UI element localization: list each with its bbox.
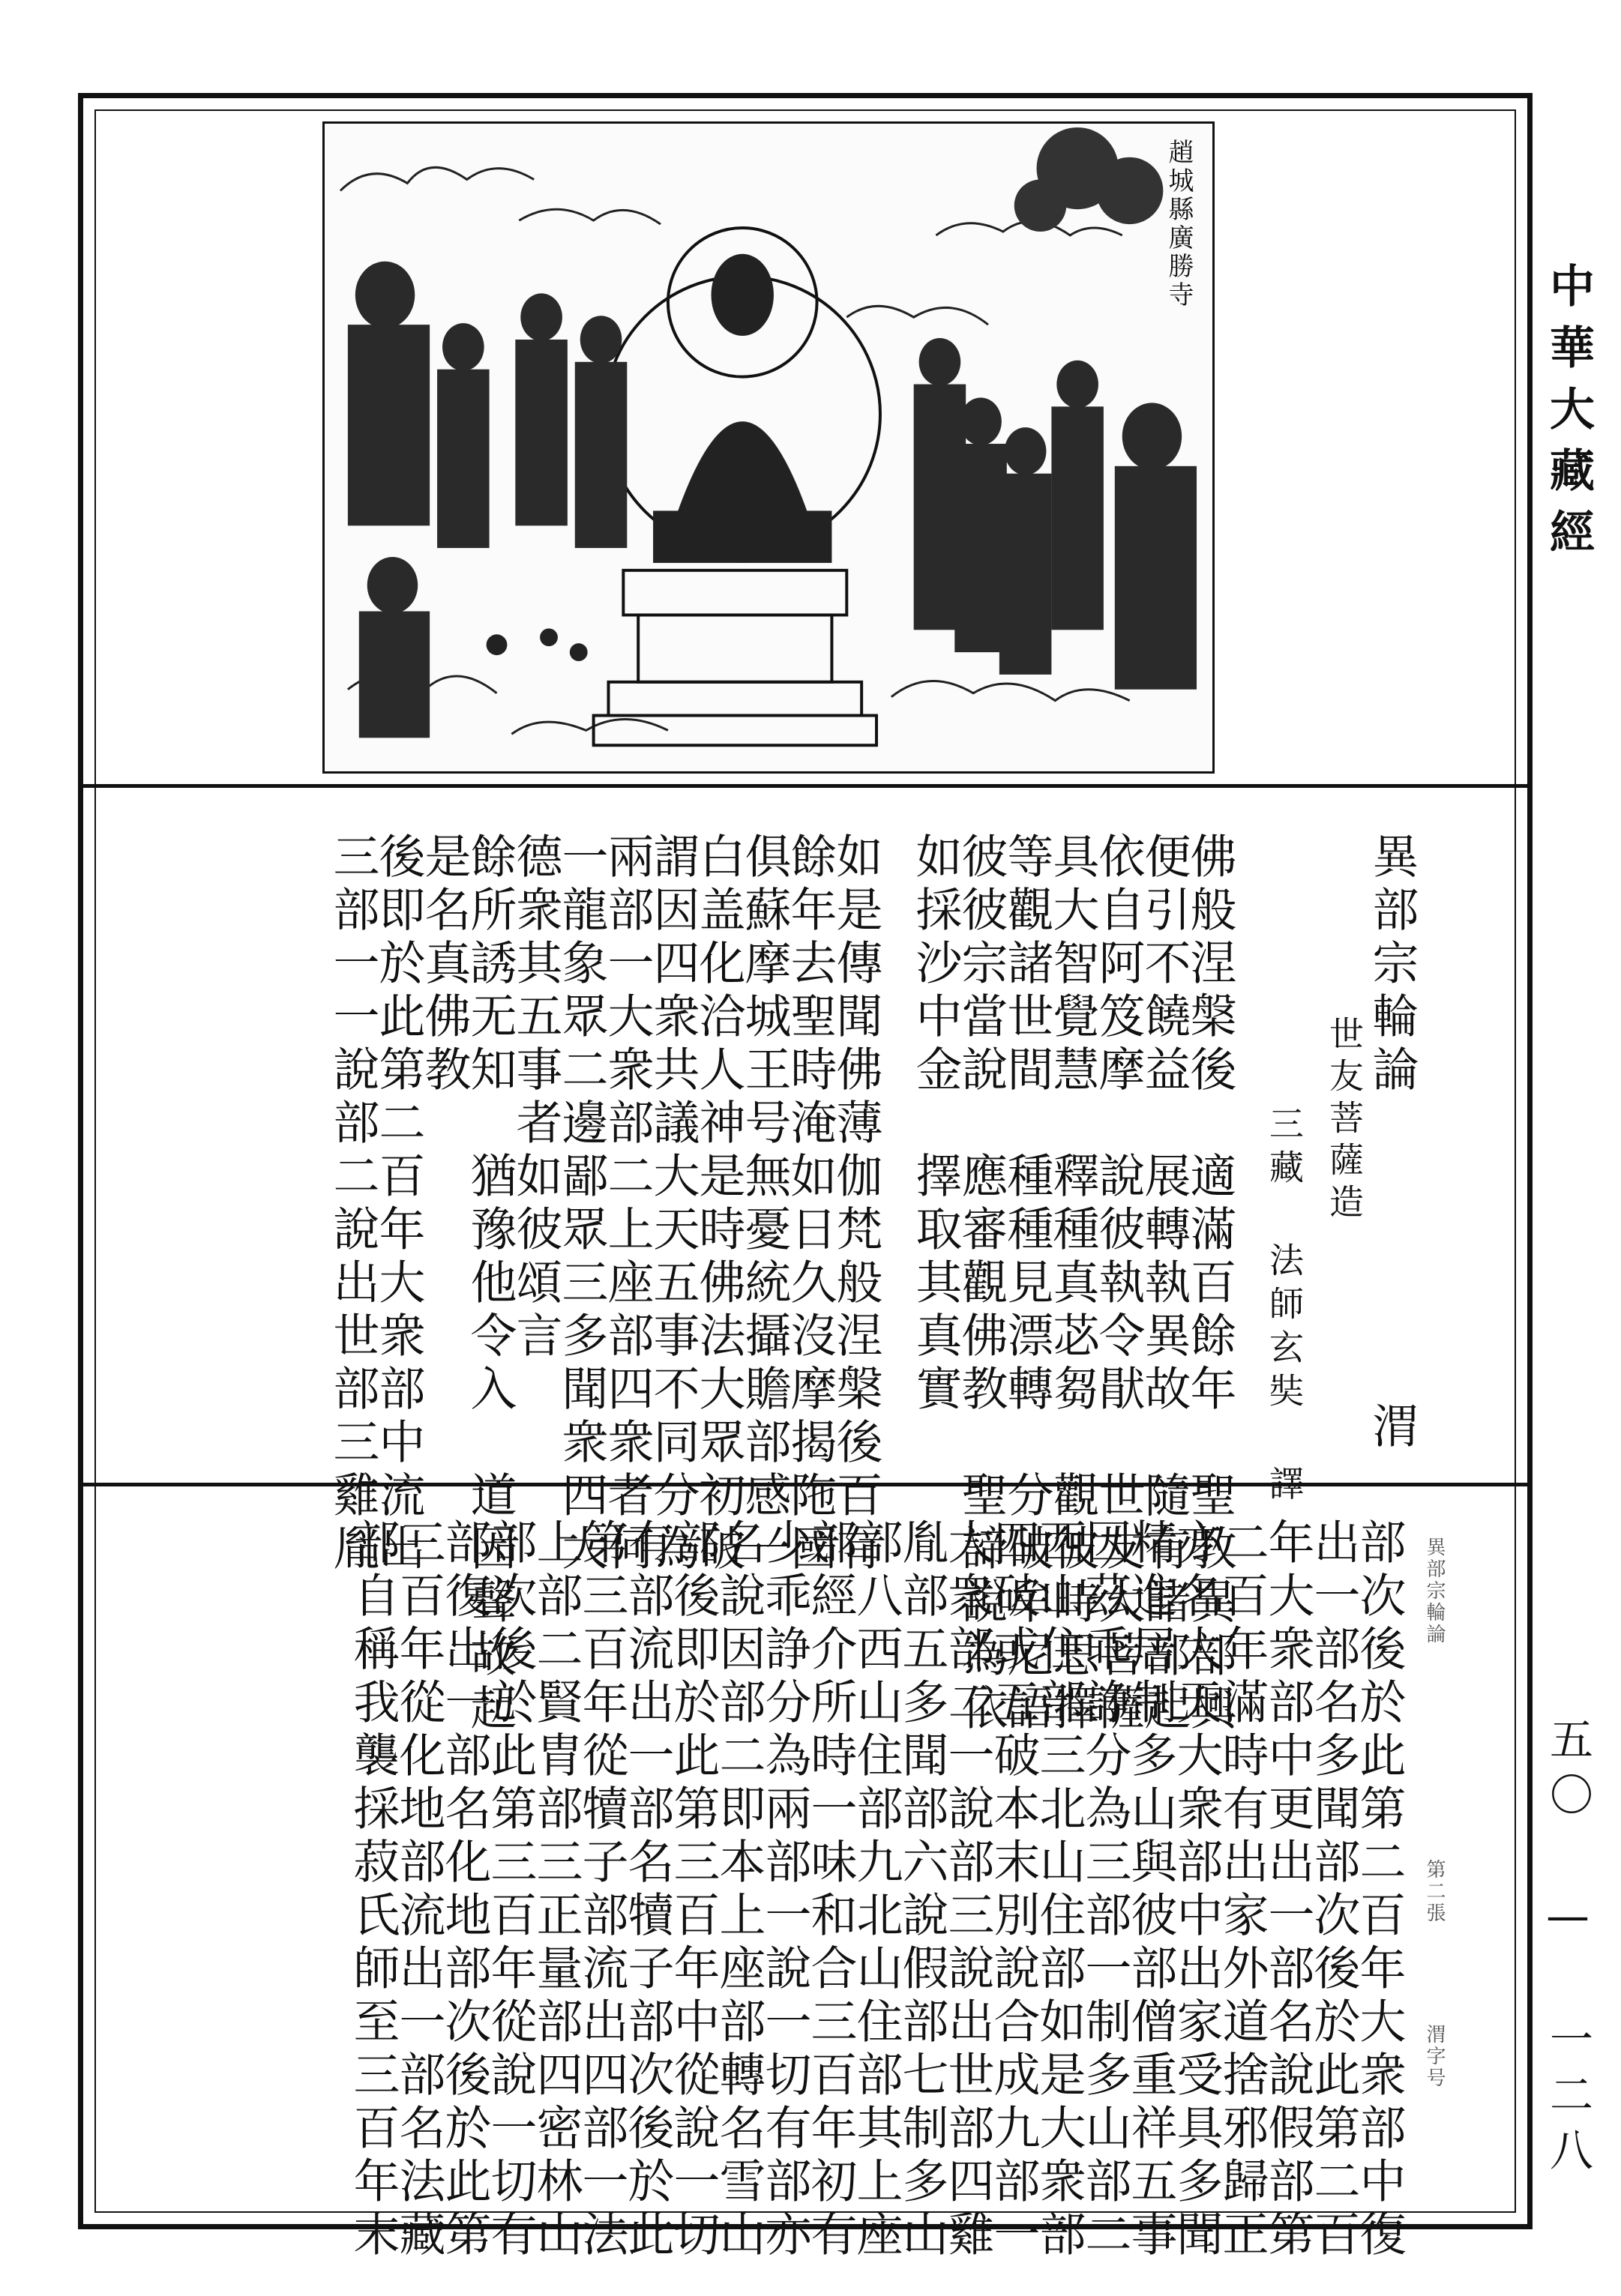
woodblock-illustration bbox=[322, 121, 1215, 774]
translator-line: 三藏 法師玄奘 譯 bbox=[1264, 1106, 1305, 1509]
margin-note: 第二張 bbox=[1423, 1859, 1446, 1924]
prose-line: 餘年去聖時淹如日久沒摩揭陁國 bbox=[783, 832, 837, 1577]
text-line: 部後即於此第三百年中從說一切 bbox=[666, 1518, 721, 2263]
text-line: 二百年滿時有出家外道捨邪歸正 bbox=[1215, 1518, 1269, 2263]
buddha-assembly-icon bbox=[325, 124, 1212, 771]
text-line: 四破或五破本末別說合成九部一 bbox=[986, 1518, 1041, 2263]
text-line: 大衆部二一說部三說出世部四雞 bbox=[940, 1518, 995, 2263]
text-line: 有部流出一部名犢子部次後於此 bbox=[620, 1518, 675, 2263]
text-line: 第三百年從犢子部流出四部一法 bbox=[574, 1518, 629, 2263]
text-line: 少乖諍分為兩部一說一切有部亦 bbox=[757, 1518, 812, 2263]
prose-line: 俱蘇摩城王号無憂統攝贍部感一 bbox=[737, 832, 792, 1577]
prose-line: 德衆其五事者如彼頌言 bbox=[508, 832, 563, 1364]
margin-note: 異部宗輪論 bbox=[1423, 1537, 1446, 1645]
prose-line: 謂因四衆共議大天五事不同分為 bbox=[646, 832, 700, 1577]
prose-line: 兩部一大衆部二上座部四衆者何 bbox=[600, 832, 655, 1577]
prose-line: 一龍象眾二邊鄙眾三多聞衆四大 bbox=[554, 832, 609, 1577]
collection-title: 中華大藏經 bbox=[1542, 262, 1595, 570]
text-line: 出一部名多聞部次後於此第二百 bbox=[1306, 1518, 1361, 2263]
margin-note: 渭字号 bbox=[1423, 2024, 1446, 2089]
text-line: 部次後於此第二百年大衆部中復 bbox=[1352, 1518, 1407, 2263]
prose-line: 是名真佛教 bbox=[417, 832, 472, 1098]
divider-top bbox=[78, 784, 1533, 788]
prose-line: 後即於此第二百年大衆部中流出 bbox=[371, 832, 426, 1577]
text-line: 部復出一部名化地部次後於此第 bbox=[437, 1518, 492, 2263]
prose-line: 如是傳聞佛薄伽梵般涅槃後百有 bbox=[828, 832, 883, 1577]
temple-label: 趙城縣廣勝寺 bbox=[1164, 139, 1194, 310]
verse-line: 彼彼宗當說 應審觀佛教 聖諦說為依 bbox=[954, 832, 1008, 1737]
verse-line: 依自阿笈摩 說彼執令猒 世友大菩薩 bbox=[1091, 832, 1146, 1737]
verse-line: 佛般涅槃後 適滿百餘年 聖教異部興 bbox=[1182, 832, 1237, 1737]
text-line: 因茲乖諍分為三部一制多山部二 bbox=[1077, 1518, 1132, 2263]
text-line: 三百年從化地部流出一部名法藏 bbox=[391, 1518, 446, 2263]
page-number: 五〇 — 一二八 bbox=[1542, 1717, 1593, 2183]
text-line: 部八西山住部九北山住部其上座 bbox=[849, 1518, 903, 2263]
text-line: 精進居制多山與彼部僧重祥五事 bbox=[1123, 1518, 1178, 2263]
text-line: 上部二賢胄部三正量部四密林山 bbox=[529, 1518, 583, 2263]
text-line: 西山住部三北山住部如是大衆部 bbox=[1032, 1518, 1086, 2263]
verse-line: 便引不饒益 展轉執異故 隨有諸部起 bbox=[1137, 832, 1191, 1737]
text-line: 部自稱我襲採菽氏師至三百年末 bbox=[346, 1518, 400, 2263]
text-line: 名說因部二即本上座部轉名雪山 bbox=[712, 1518, 766, 2263]
text-line: 部經介所時一味和合三百年初有 bbox=[803, 1518, 858, 2263]
verse-line: 如採沙中金 擇取其真實 bbox=[908, 832, 963, 1417]
verse-line: 具大智覺慧 釋種真苾芻 觀彼時思擇 bbox=[1045, 832, 1100, 1737]
text-line: 亦名大天大衆部中出家受具多聞 bbox=[1169, 1518, 1224, 2263]
section-title: 異部宗輪論 bbox=[1365, 832, 1419, 1098]
text-line: 部次後於此第三百年從說一切有 bbox=[483, 1518, 538, 2263]
text-line: 胤部五多聞部六說假部七制多山 bbox=[894, 1518, 949, 2263]
volume-mark: 渭 bbox=[1365, 1402, 1419, 1455]
prose-line: 三部一一說部二說出世部三雞胤 bbox=[325, 832, 380, 1577]
verse-line: 等觀諸世間 種種見漂轉 分破牟尼語 bbox=[999, 832, 1054, 1737]
prose-line: 白盖化洽人神是時佛法大眾初破 bbox=[691, 832, 746, 1577]
prose-line: 餘所誘无知 猶豫他令入 道因聲故起 bbox=[463, 832, 517, 1737]
author-line: 世友菩薩造 bbox=[1324, 1016, 1365, 1226]
text-line: 年大衆部中更出一部名說假部第 bbox=[1260, 1518, 1315, 2263]
